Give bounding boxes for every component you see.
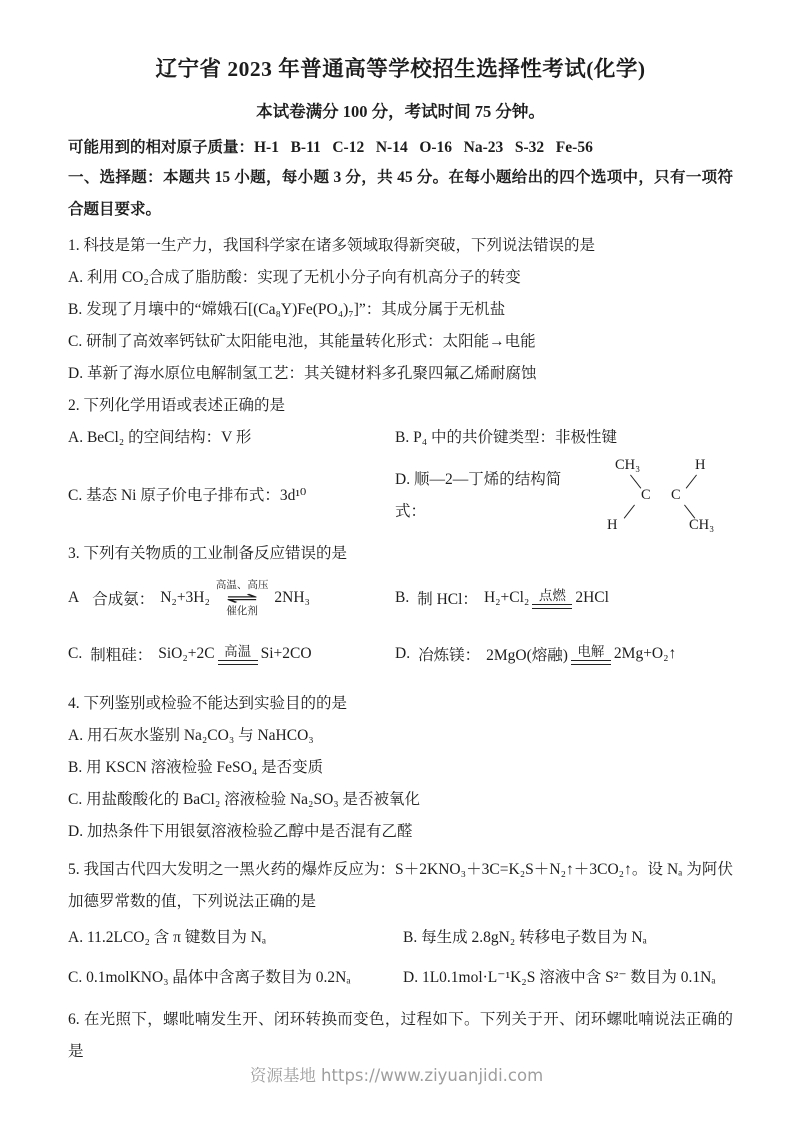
exam-subtitle: 本试卷满分 100 分，考试时间 75 分钟。 [256, 102, 545, 121]
q3-d-rhs: 2Mg+O₂↑ [613, 645, 677, 662]
q1-stem: 1. 科技是第一生产力，我国科学家在诸多领域取得新突破，下列说法错误的是 [68, 237, 596, 254]
q2-option-b: B. P₄ 中的共价键类型：非极性键 [395, 429, 617, 446]
substituent-top-left: CH₃ [615, 457, 641, 473]
carbon-left: C [641, 487, 651, 503]
q4-stem: 4. 下列鉴别或检验不能达到实验目的的是 [68, 695, 348, 712]
q2-option-d [395, 457, 733, 535]
footer-site-link[interactable]: 资源基地 https://www.ziyuanjidi.com [249, 1066, 544, 1085]
condition-bottom: 催化剂 [226, 605, 258, 617]
condition-top: 高温、高压 [215, 579, 269, 591]
q3-c-rhs: Si+2CO [260, 645, 312, 662]
question-6 [68, 1004, 733, 1068]
substituent-bottom-right: CH₃ [689, 517, 715, 533]
atomic-masses-line: 可能用到的相对原子质量：H-1 B-11 C-12 N-14 O-16 Na-23 S-32 Fe-56 [68, 139, 593, 156]
q5-stem: 5. 我国古代四大发明之一黑火药的爆炸反应为：S＋2KNO₃＋3C=K₂S＋N₂↑＋3CO₂↑。设 Nₐ 为阿伏加德罗常数的值，下列说法正确的是 [68, 861, 733, 910]
q1-option-d: D. 革新了海水原位电解制氢工艺：其关键材料多孔聚四氟乙烯耐腐蚀 [68, 365, 537, 382]
q3-option-d-label: D. [395, 645, 411, 662]
reaction-conditions [532, 588, 572, 609]
q3-option-a: A 合成氨： N₂+3H₂ 高温、高压 ⇌ 催化剂 2NH₃ [68, 579, 310, 617]
condition-top: 点燃 [538, 587, 566, 603]
condition-top: 高温 [224, 643, 252, 659]
q4-option-d: D. 加热条件下用银氨溶液检验乙醇中是否混有乙醛 [68, 823, 413, 840]
question-1 [68, 230, 733, 390]
question-5 [68, 854, 733, 998]
q3-b-rhs: 2HCl [575, 589, 609, 606]
q3-a-lhs: N₂+3H₂ [160, 589, 210, 606]
double-line [571, 660, 611, 665]
q5-option-d: D. 1L0.1mol·L⁻¹K₂S 溶液中含 S²⁻ 数目为 0.1Nₐ [403, 969, 716, 986]
double-line [218, 660, 258, 665]
page-title: 辽宁省 2023 年普通高等学校招生选择性考试(化学) [155, 57, 646, 81]
q3-option-b-label: B. [395, 589, 410, 606]
q3-c-lhs: SiO₂+2C [158, 645, 215, 662]
q3-option-c: C. 制粗硅： SiO₂+2C 高温 Si+2CO [68, 643, 312, 664]
q2-stem: 2. 下列化学用语或表述正确的是 [68, 397, 286, 414]
q2-option-a: A. BeCl₂ 的空间结构：V 形 [68, 429, 252, 446]
reversible-arrow-icon: ⇌ [225, 588, 259, 607]
q4-option-b: B. 用 KSCN 溶液检验 FeSO₄ 是否变质 [68, 759, 324, 776]
q3-stem: 3. 下列有关物质的工业制备反应错误的是 [68, 545, 348, 562]
q2-option-c: C. 基态 Ni 原子价电子排布式：3d¹⁰ [68, 487, 307, 504]
condition-top: 电解 [577, 643, 605, 659]
question-4 [68, 688, 733, 848]
q3-a-rhs: 2NH₃ [274, 589, 310, 606]
q5-option-a: A. 11.2LCO₂ 含 π 键数目为 Nₐ [68, 929, 267, 946]
q1-option-b: B. 发现了月壤中的“嫦娥石[(Ca₈Y)Fe(PO₄)₇]”：其成分属于无机盐 [68, 301, 506, 318]
section-instructions: 一、选择题：本题共 15 小题，每小题 3 分，共 45 分。在每小题给出的四个选项中，只有一项符合题目要求。 [68, 169, 733, 218]
q2-option-d-label: D. 顺—2—丁烯的结构简式： [395, 471, 562, 520]
reaction-conditions [218, 644, 258, 665]
q3-option-a-label: A [68, 589, 80, 606]
q4-option-a: A. 用石灰水鉴别 Na₂CO₃ 与 NaHCO₃ [68, 727, 314, 744]
cis-2-butene-structure [595, 457, 733, 535]
q5-option-b: B. 每生成 2.8gN₂ 转移电子数目为 Nₐ [403, 929, 647, 946]
bond-line [624, 505, 636, 519]
question-2 [68, 390, 733, 538]
carbon-right: C [671, 487, 681, 503]
substituent-bottom-left: H [607, 517, 618, 533]
bond-line [630, 475, 642, 489]
q5-option-c: C. 0.1molKNO₃ 晶体中含离子数目为 0.2Nₐ [68, 969, 351, 986]
q1-option-a: A. 利用 CO₂合成了脂肪酸：实现了无机小分子向有机高分子的转变 [68, 269, 521, 286]
reaction-conditions [571, 644, 611, 665]
q6-stem: 6. 在光照下，螺吡喃发生开、闭环转换而变色，过程如下。下列关于开、闭环螺吡喃说法正确的是 [68, 1011, 733, 1060]
substituent-top-right: H [695, 457, 706, 473]
reaction-conditions [213, 579, 272, 618]
q4-option-c: C. 用盐酸酸化的 BaCl₂ 溶液检验 Na₂SO₃ 是否被氧化 [68, 791, 421, 808]
q3-option-b: B. 制 HCl： H₂+Cl₂ 点燃 2HCl [395, 587, 609, 608]
q3-d-lhs: 2MgO(熔融) [486, 647, 568, 664]
footer [0, 1062, 793, 1086]
bond-line [686, 475, 698, 489]
question-3 [68, 538, 733, 682]
q1-option-c: C. 研制了高效率钙钛矿太阳能电池，其能量转化形式：太阳能→电能 [68, 333, 536, 350]
double-line [532, 604, 572, 609]
q3-b-lhs: H₂+Cl₂ [483, 589, 530, 606]
q3-option-c-label: C. [68, 645, 83, 662]
q3-option-d: D. 冶炼镁： 2MgO(熔融) 电解 2Mg+O₂↑ [395, 643, 677, 664]
